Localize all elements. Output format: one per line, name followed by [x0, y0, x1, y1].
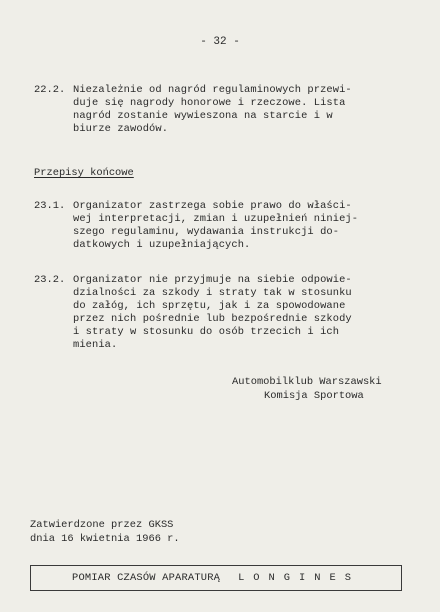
timing-label: POMIAR CZASÓW APARATURĄ: [72, 572, 221, 584]
section-line: dzialności za szkody i straty tak w stosunku: [73, 287, 352, 299]
section-number: 22.2.: [34, 84, 66, 96]
section-line: mienia.: [73, 339, 118, 351]
section-line: wej interpretacji, zmian i uzupełnień niniej-: [73, 213, 359, 225]
timing-footer-box: [30, 565, 402, 591]
section-line: i straty w stosunku do osób trzecich i ich: [73, 326, 340, 338]
section-line: Organizator zastrzega sobie prawo do właści-: [73, 200, 352, 212]
signature-organization: Automobilklub Warszawski: [232, 376, 382, 388]
section-line: biurze zawodów.: [73, 123, 169, 135]
section-heading: Przepisy końcowe: [34, 167, 134, 179]
section-line: Organizator nie przyjmuje na siebie odpowie-: [73, 274, 352, 286]
section-line: przez nich pośrednie lub bezpośrednie szkody: [73, 313, 352, 325]
section-line: szego regulaminu, wydawania instrukcji do-: [73, 226, 340, 238]
section-line: do załóg, ich sprzętu, jak i za spowodowane: [73, 300, 346, 312]
section-line: nagród zostanie wywieszona na starcie i w: [73, 110, 333, 122]
approval-line: Zatwierdzone przez GKSS: [30, 519, 174, 531]
section-line: datkowych i uzupełniających.: [73, 239, 251, 251]
brand-name: LONGINES: [238, 572, 360, 584]
approval-date: dnia 16 kwietnia 1966 r.: [30, 533, 180, 545]
section-line: duje się nagrody honorowe i rzeczowe. Lista: [73, 97, 346, 109]
signature-committee: Komisja Sportowa: [264, 390, 364, 402]
section-number: 23.1.: [34, 200, 66, 212]
section-line: Niezależnie od nagród regulaminowych przewi-: [73, 84, 352, 96]
page-number: - 32 -: [200, 36, 240, 48]
section-number: 23.2.: [34, 274, 66, 286]
